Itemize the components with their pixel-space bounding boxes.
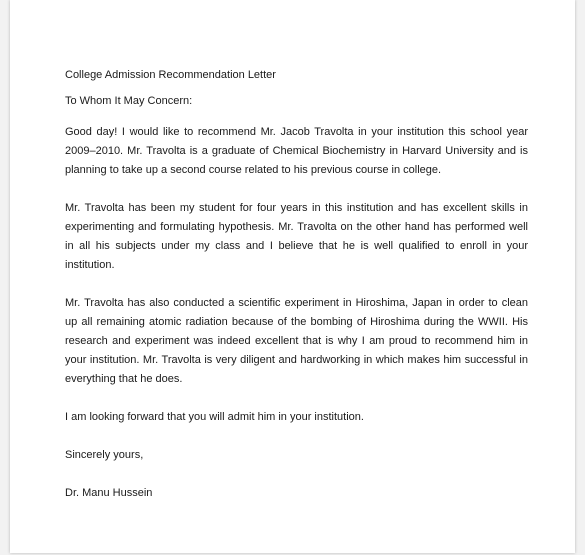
paragraph-student-record: Mr. Travolta has been my student for four years in this institution and has excellent skills in experimenting and formulating hypothesis. Mr. Travolta on the other hand has performed well in all his subjects under my class and I believe that he is well qualified to enroll in your institution. <box>65 202 528 271</box>
document-page <box>10 0 575 553</box>
letter-title: College Admission Recommendation Letter <box>65 69 276 81</box>
salutation: To Whom It May Concern: <box>65 95 193 107</box>
letter-body <box>65 66 528 503</box>
paragraph-conclusion: I am looking forward that you will admit him in your institution. <box>65 411 364 423</box>
signature-name: Dr. Manu Hussein <box>65 487 153 499</box>
paragraph-research: Mr. Travolta has also conducted a scientific experiment in Hiroshima, Japan in order to clean up all remaining atomic radiation because of the bombing of Hiroshima during the WWII. His research and experiment was indeed excellent that is why I am proud to recommend him in your institution. Mr. Travolta is very diligent and hardworking in which makes him successful in everything that he does. <box>65 297 528 385</box>
paragraph-introduction: Good day! I would like to recommend Mr. Jacob Travolta in your institution this school year 2009–2010. Mr. Travolta is a graduate of Chemical Biochemistry in Harvard University and is planning to take up a second course related to his previous course in college. <box>65 126 528 176</box>
closing: Sincerely yours, <box>65 449 144 461</box>
